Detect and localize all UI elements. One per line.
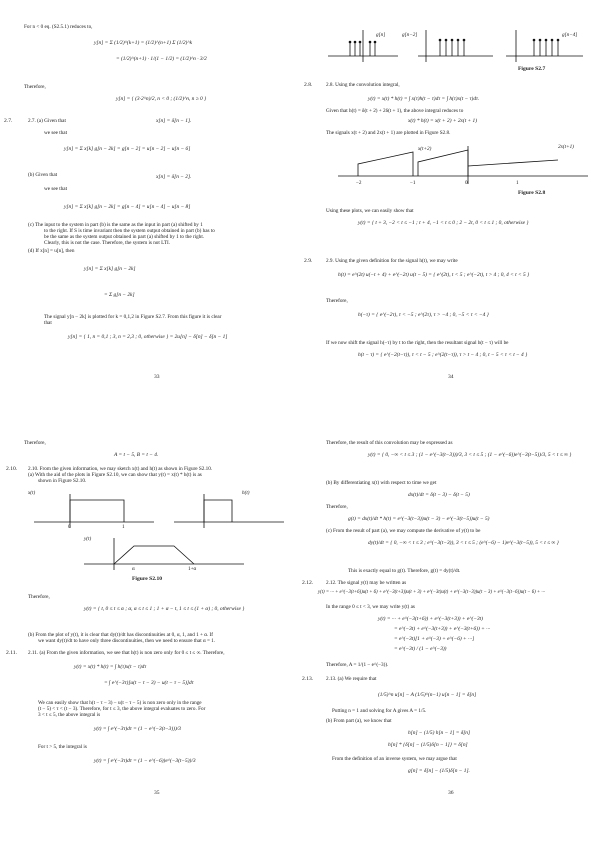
equation: x[n] = δ[n − 2]. xyxy=(156,174,192,180)
text-line: The signal y[n − 2k] is plotted for k = 0,1,2 in Figure S2.7. From this figure it is clear xyxy=(44,314,222,320)
text-line: Therefore, A = 1/(1 − e^(−3)). xyxy=(326,662,389,668)
equation: dy(t)/dt = { 0, −∞ < t ≤ 3 ; e^(−3(t−3)), 3 < t ≤ 5 ; (e^(−6) − 1)e^(−3(t−5)), 5 < t ≤ ∞ } xyxy=(368,540,559,546)
text-line: Therefore, the result of this convolution may be expressed as xyxy=(326,440,453,446)
figure-label: y(t) xyxy=(84,536,92,542)
problem-number: 2.12. xyxy=(302,580,314,586)
equation: = ∫ e^(−3τ)[u(t − τ − 3) − u(t − τ − 5)]dτ xyxy=(104,680,194,686)
text-line: shown in Figure S2.10. xyxy=(38,478,87,484)
text-line: 3 < t ≤ 5, the above integral is xyxy=(38,712,101,718)
problem-number: 2.11. xyxy=(6,650,17,656)
figure-label: −2 xyxy=(356,180,362,186)
text-line: From the definition of an inverse system, we may argue that xyxy=(332,756,457,762)
page-36 xyxy=(302,430,598,830)
problem-number: 2.13. xyxy=(302,676,314,682)
equation: x(t) * h(t) = x(t + 2) + 2x(t + 1) xyxy=(408,118,478,124)
text-line: 2.8. Using the convolution integral, xyxy=(326,82,400,88)
equation: y(t) = ∫ e^(−3τ)dτ = (1 − e^(−6))e^(−3(t−5))/3 xyxy=(94,758,196,764)
text-line: Using these plots, we can easily show that xyxy=(326,208,414,214)
equation: y(t) = ··· + e^(−3(t+6))u(t + 6) + e^(−3(t+3))u(t + 3) + e^(−3t)u(t) + e^(−3(t−3))u(t − 3) + e^(−3(t−6))u(t − 6) + ··· xyxy=(318,590,545,595)
text-line: Putting n = 1 and solving for A gives A = 1/5. xyxy=(332,708,427,714)
equation: y(t) = { t, 0 ≤ t ≤ α ; α, α ≤ t ≤ 1 ; 1 + α − t, 1 ≤ t ≤ (1 + α) ; 0, otherwise } xyxy=(84,606,245,612)
text-line: (b) Given that xyxy=(28,172,58,178)
equation: = e^(−3t)[1 + e^(−3) + e^(−6) + ···] xyxy=(394,636,475,642)
text-line: Therefore, xyxy=(24,440,46,446)
text-line: For t > 5, the integral is xyxy=(38,744,87,750)
figure-label: 0 xyxy=(465,180,468,186)
figure-label: 1+α xyxy=(188,566,197,572)
figure-s2-10 xyxy=(24,488,294,578)
equation: h(−τ) = { e^(−2τ), τ < −5 ; e^(2τ), τ > −4 ; 0, −5 < τ < −4 } xyxy=(358,312,489,318)
problem-number: 2.7. xyxy=(4,118,13,124)
text-line: 2.7. (a) Given that xyxy=(28,118,66,124)
equation: A = t − 5, B = t − 4. xyxy=(114,452,159,458)
text-line: (b) From part (a), we know that xyxy=(326,718,392,724)
text-line: 2.11. (a) From the given information, we see that h(t) is non zero only for 0 ≤ t ≤ ∞. Therefore, xyxy=(28,650,225,656)
equation: y(t) = x(t) * h(t) = ∫ h(τ)x(t − τ)dτ xyxy=(74,664,147,670)
text-line: We can easily show that h(t − τ − 3) − u(t − τ − 5) is non zero only in the range xyxy=(38,700,202,706)
equation: y[n] = Σ (1/2)^(k+1) = (1/2)^(n+1) Σ (1/2)^k xyxy=(94,40,192,46)
text-line: to the right. If S is time invariant then the system output obtained in part (b) has to xyxy=(44,228,215,234)
text-line: (b) From the plot of y(t), it is clear that dy(t)/dt has discontinuities at 0, α, 1, and 1 + α. If xyxy=(28,632,213,638)
text-line: In the range 0 ≤ t < 3, we may write y(t) as xyxy=(326,604,415,610)
problem-number: 2.10. xyxy=(6,466,18,472)
figure-s2-7 xyxy=(318,22,598,70)
figure-label: x(t+2) xyxy=(418,146,432,152)
equation: y(t) = { 0, −∞ < t ≤ 3 ; (1 − e^(−3(t−3)))/3, 3 < t ≤ 5 ; (1 − e^(−6))e^(−3(t−5))/3, 5 < t ≤ ∞ } xyxy=(368,452,572,458)
problem-number: 2.9. xyxy=(304,258,313,264)
text-line: Therefore, xyxy=(326,298,348,304)
page-number: 36 xyxy=(448,790,454,796)
text-line: If we now shift the signal h(−τ) by t to the right, then the resultant signal h(t − τ) will be xyxy=(326,340,509,346)
figure-label: g[n−4] xyxy=(562,32,578,38)
equation: h(t) = e^(2t) u(−t + 4) + e^(−2t) u(t − 5) = { e^(2t), t < 5 ; e^(−2t), t > 4 ; 0, 4 < t < 5 } xyxy=(338,272,530,278)
text-line: (d) If x[n] = u[n], then xyxy=(28,248,75,254)
page-35 xyxy=(6,430,294,830)
page-33 xyxy=(4,22,294,408)
equation: y(t) = ··· + e^(−3(t+6)) + e^(−3(t+3)) + e^(−3t) xyxy=(378,616,483,622)
equation: = e^(−3t) + e^(−3(t+3)) + e^(−3(t+6)) + ··· xyxy=(394,626,491,632)
page-34 xyxy=(304,22,598,408)
equation: y(t) = ∫ e^(−3τ)dτ = (1 − e^(−3(t−3)))/3 xyxy=(94,726,181,732)
equation: = Σ g[n − 2k] xyxy=(104,292,135,298)
page-number: 34 xyxy=(448,374,454,380)
text-line: (c) From the result of part (a), we may compute the derivative of y(t) to be xyxy=(326,528,481,534)
equation: y(t) = x(t) * h(t) = ∫ x(τ)h(t − τ)dτ = ∫ h(τ)x(t − τ)dτ. xyxy=(368,96,480,102)
text-line: (b) By differentiating x(t) with respect to time we get xyxy=(326,480,437,486)
figure-caption: Figure S2.10 xyxy=(132,576,163,582)
text-line: (t − 5) < τ < (t − 3). Therefore, for t ≤ 3, the above integral evaluates to zero. For xyxy=(38,706,206,712)
text-line: be the same as the system output obtained in part (a) shifted by 1 to the right. xyxy=(44,234,205,240)
figure-label: α xyxy=(132,566,135,572)
text-line: Therefore, xyxy=(24,84,46,90)
text-line: Given that h(t) = δ(t + 2) + 2δ(t + 1), the above integral reduces to xyxy=(326,108,464,114)
equation: h[n] * {δ[n] − (1/5)δ[n − 1]} = δ[n] xyxy=(388,742,468,748)
text-line: The signals x(t + 2) and 2x(t + 1) are plotted in Figure S2.8. xyxy=(326,130,451,136)
text-line: (a) With the aid of the plots in Figure S2.10, we can show that y(t) = x(t) * h(t) is as xyxy=(28,472,202,478)
text-line: we want dy(t)/dt to have only three discontinuities, then we need to ensure that α = 1. xyxy=(38,638,216,644)
equation: y[n] = Σ x[k] g[n − 2k] xyxy=(84,266,136,272)
text-line: 2.12. The signal y(t) may be written as xyxy=(326,580,407,586)
figure-label: −1 xyxy=(410,180,416,186)
problem-number: 2.8. xyxy=(304,82,313,88)
figure-label: g[n−2] xyxy=(402,32,418,38)
text-line: (c) The input to the system in part (b) is the same as the input in part (a) shifted by 1 xyxy=(28,222,203,228)
equation: x[n] = δ[n − 1]. xyxy=(156,118,192,124)
page-number: 33 xyxy=(154,374,160,380)
equation: h(t − τ) = { e^(−2(t−τ)), τ < t − 5 ; e^(2(t−τ)), τ > t − 4 ; 0, t − 5 < τ < t − 4 } xyxy=(358,352,528,358)
text-line: 2.10. From the given information, we may sketch x(t) and h(t) as shown in Figure S2.10. xyxy=(28,466,213,472)
equation: y[n] = Σ x[k] g[n − 2k] = g[n − 2] = u[n − 2] − u[n − 6] xyxy=(64,146,191,152)
text-line: This is exactly equal to g(t). Therefore, g(t) = dy(t)/dt. xyxy=(348,568,461,574)
text-line: we see that xyxy=(44,130,68,136)
text-line: we see that xyxy=(44,186,68,192)
figure-label: x(t) xyxy=(28,490,36,496)
figure-label: 2x(t+1) xyxy=(558,144,574,150)
figure-label: 0 xyxy=(68,524,71,530)
equation: = (1/2)^(n+1) · 1/(1 − 1/2) = (1/2)^n · 3/2 xyxy=(116,56,207,62)
figure-label: 1 xyxy=(516,180,519,186)
equation: y(t) = { t + 3, −2 < t ≤ −1 ; t + 4, −1 < t ≤ 0 ; 2 − 2t, 0 < t ≤ 1 ; 0, otherwise } xyxy=(358,220,529,226)
equation: h[n] − (1/5) h[n − 1] = δ[n] xyxy=(408,730,471,736)
text-line: that xyxy=(44,320,52,326)
text-line: 2.9. Using the given definition for the signal h(t), we may write xyxy=(326,258,458,264)
text-line: 2.13. (a) We require that xyxy=(326,676,377,682)
figure-label: g[n] xyxy=(376,32,386,38)
equation: (1/5)^n u[n] − A (1/5)^(n−1) u[n − 1] = δ[n] xyxy=(378,692,477,698)
figure-caption: Figure S2.8 xyxy=(518,190,546,196)
text-line: Therefore, xyxy=(28,594,50,600)
equation: y[n] = Σ x[k] g[n − 2k] = g[n − 4] = u[n − 4] − u[n − 8] xyxy=(64,204,191,210)
equation: y[n] = { 1, n = 0,1 ; 3, n = 2,3 ; 0, otherwise } = 2u[n] − δ[n] − δ[n − 1] xyxy=(68,334,228,340)
equation: y[n] = { (3·2^n)/2, n < 0 ; (1/2)^n, n ≥ 0 } xyxy=(116,96,207,102)
figure-caption: Figure S2.7 xyxy=(518,66,546,72)
equation: g(t) = dx(t)/dt * h(t) = e^(−3(t−3))u(t − 3) − e^(−3(t−5))u(t − 5) xyxy=(348,516,490,522)
equation: = e^(−3t) / (1 − e^(−3)) xyxy=(394,646,447,652)
equation: g[n] = δ[n] − (1/5)δ[n − 1]. xyxy=(408,768,470,774)
text-line: For n < 0 eq. (S2.5.1) reduces to, xyxy=(24,24,93,30)
figure-label: h(t) xyxy=(242,490,250,496)
figure-label: 1 xyxy=(122,524,125,530)
text-line: Therefore, xyxy=(326,504,348,510)
page-number: 35 xyxy=(154,790,160,796)
equation: dx(t)/dt = δ(t − 3) − δ(t − 5) xyxy=(408,492,470,498)
text-line: Clearly, this is not the case. Therefore, the system is not LTI. xyxy=(44,240,171,246)
